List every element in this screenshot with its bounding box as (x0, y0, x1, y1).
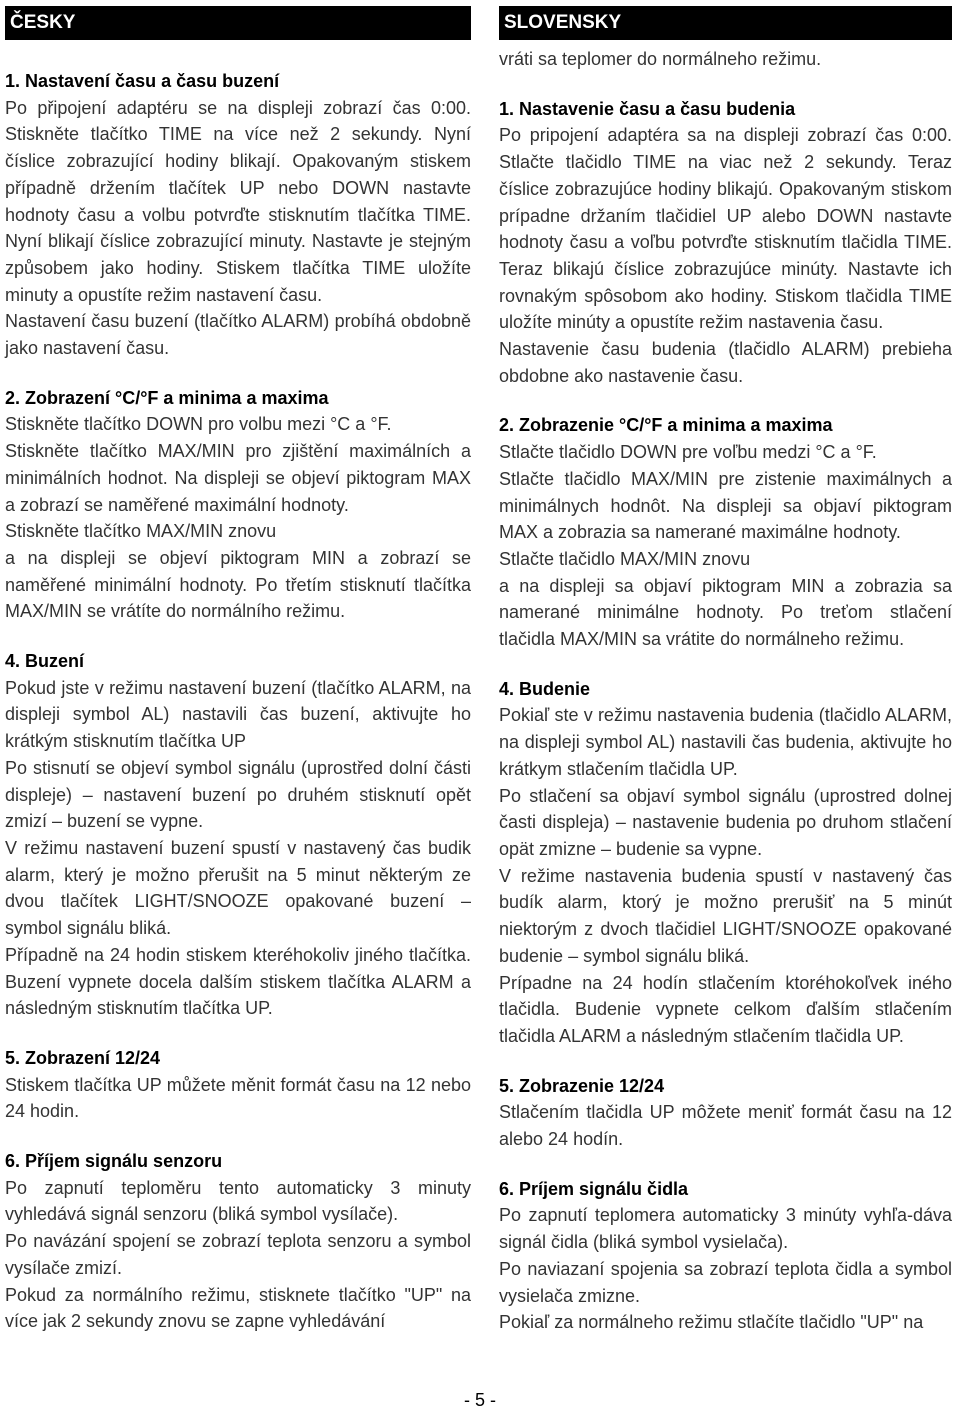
paragraph: Stlačte tlačidlo MAX/MIN znovu (499, 548, 751, 569)
section-title: 4. Budenie (499, 678, 591, 699)
intro-continuation (499, 46, 952, 73)
section-12-24 (5, 1045, 471, 1125)
paragraph: Stiskem tlačítka UP můžete měnit formát času na 12 nebo 24 hodin. (5, 1074, 471, 1122)
section-alarm (499, 676, 952, 1050)
section-title: 6. Príjem signálu čidla (499, 1178, 689, 1199)
paragraph: V režimu nastavení buzení spustí v nastavený čas budik alarm, který je možno přerušit na 5 minut některým ze dvou tlačítek LIGHT/SNOOZE opakované buzení – symbol signálu bliká. (5, 837, 471, 939)
paragraph: Po stlačení sa objaví symbol signálu (uprostred dolnej časti displeja) – nastavenie budenia po druhom stlačení opät zmizne – budenie sa vypne. (499, 785, 952, 859)
paragraph: Po naviazaní spojenia sa zobrazí teplota čidla a symbol vysielača zmizne. (499, 1258, 952, 1306)
paragraph: a na displeji sa objaví piktogram MIN a zobrazia sa namerané minimálne hodnoty. Po treťom stlačení tlačidla MAX/MIN sa vrátite do normálneho režimu. (499, 575, 952, 650)
paragraph: vráti sa teplomer do normálneho režimu. (499, 49, 822, 69)
section-title: 1. Nastavenie času a času budenia (499, 98, 796, 119)
paragraph: Po zapnutí teplomera automaticky 3 minúty vyhľa-dáva signál čidla (bliká symbol vysielača). (499, 1205, 952, 1253)
paragraph: Pokud jste v režimu nastavení buzení (tlačítko ALARM, na displeji symbol AL) nastavili čas buzení, aktivujte ho krátkým stisknutím tlačítka UP (5, 677, 471, 752)
section-sensor-signal (5, 1148, 471, 1335)
paragraph: Nastavení času buzení (tlačítko ALARM) probíhá obdobně jako nastavení času. (5, 311, 471, 359)
section-title: 2. Zobrazení °C/°F a minima a maxima (5, 387, 329, 408)
paragraph: a na displeji se objeví piktogram MIN a zobrazí se naměřené minimální hodnoty. Po třetím stisknutí tlačítka MAX/MIN se vrátíte do normálního režimu. (5, 547, 471, 622)
paragraph: Pokud za normálního režimu, stisknete tlačítko "UP" na více jak 2 sekundy znovu se zapne vyhledávání (5, 1284, 471, 1332)
page-number: - 5 - (463, 1390, 496, 1410)
paragraph: Pokiaľ ste v režimu nastavenia budenia (tlačidlo ALARM, na displeji symbol AL) nastavili čas budenia, aktivujte ho krátkym stlačením tlačidla UP. (499, 705, 952, 779)
paragraph: Stlačte tlačidlo DOWN pre voľbu medzi °C a °F. (499, 442, 877, 463)
language-header: ČESKY (5, 6, 471, 40)
section-title: 5. Zobrazení 12/24 (5, 1047, 161, 1068)
paragraph: Stiskněte tlačítko MAX/MIN znovu (5, 521, 277, 542)
paragraph: Po navázání spojení se zobrazí teplota senzoru a symbol vysílače zmizí. (5, 1231, 471, 1278)
section-title: 1. Nastavení času a času buzení (5, 71, 280, 91)
section-title: 6. Příjem signálu senzoru (5, 1151, 223, 1172)
language-header: SLOVENSKY (499, 6, 952, 40)
czech-column (5, 6, 471, 1358)
paragraph: Prípadne na 24 hodín stlačením ktoréhokoľvek iného tlačidla. Budenie vypnete celkom ďalším stlačením tlačidla ALARM a následným stlačením tlačidla UP. (499, 972, 952, 1046)
slovak-column (499, 6, 952, 1359)
paragraph: Stlačte tlačidlo MAX/MIN pre zistenie maximálnych a minimálnych hodnôt. Na displeji sa objaví piktogram MAX a zobrazia sa namerané maximálne hodnoty. (499, 468, 952, 543)
paragraph: Stiskněte tlačítko DOWN pro volbu mezi °C a °F. (5, 414, 392, 435)
section-alarm (5, 648, 471, 1022)
paragraph: Po stisnutí se objeví symbol signálu (uprostřed dolní části displeje) – nastavení buzení po druhém stisknutí opět zmizí – buzení se vypne. (5, 757, 471, 832)
paragraph: Po pripojení adaptéra sa na displeji zobrazí čas 0:00. Stlačte tlačidlo TIME na viac než 2 sekundy. Teraz číslice zobrazujúce hodiny blikajú. Opakovaným stiskom prípadne držaním tlačidiel UP alebo DOWN nastavte hodnoty času a voľbu potvrďte stisknutím tlačidla TIME. Teraz blikajú číslice zobrazujúce minúty. Nastavte ich rovnakým spôsobom ako hodiny. Stiskom tlačidla TIME uložíte minúty a opustíte režim nastavenia času. (499, 125, 952, 333)
paragraph: Stiskněte tlačítko MAX/MIN pro zjištění maximálních a minimálních hodnot. Na displeji se objeví piktogram MAX a zobrazí se naměřené maximální hodnoty. (5, 441, 471, 515)
paragraph: Stlačením tlačidla UP môžete meniť formát času na 12 alebo 24 hodín. (499, 1102, 952, 1150)
section-title: 2. Zobrazenie °C/°F a minima a maxima (499, 415, 833, 436)
paragraph: Po připojení adaptéru se na displeji zobrazí čas 0:00. Stiskněte tlačítko TIME na více než 2 sekundy. Nyní číslice zobrazující hodiny blikají. Opakovaným stiskem případně držením tlačítek UP nebo DOWN nastavte hodnoty času a volbu potvrďte stisknutím tlačítka TIME. Nyní blikají číslice zobrazující minuty. Nastavte je stejným způsobem jako hodiny. Stiskem tlačítka TIME uložíte minuty a opustíte režim nastavení času. (5, 97, 471, 305)
paragraph: Nastavenie času budenia (tlačidlo ALARM) prebieha obdobne ako nastavenie času. (499, 339, 952, 386)
section-time-setting (499, 96, 952, 390)
section-12-24 (499, 1073, 952, 1153)
paragraph: Pokiaľ za normálneho režimu stlačíte tlačidlo "UP" na (499, 1312, 924, 1333)
section-sensor-signal (499, 1176, 952, 1336)
section-temperature-minmax (499, 412, 952, 652)
section-title: 5. Zobrazenie 12/24 (499, 1075, 665, 1096)
section-title: 4. Buzení (5, 651, 85, 672)
paragraph: V režime nastavenia budenia spustí v nastavený čas budík alarm, ktorý je možno prerušiť na 5 minút niektorým z dvoch tlačidiel LIGHT/SNOOZE opakované budenie – symbol signálu bliká. (499, 865, 952, 966)
section-temperature-minmax (5, 385, 471, 625)
paragraph: Případně na 24 hodin stiskem kteréhokoliv jiného tlačítka. Buzení vypnete docela dalším stiskem tlačítka ALARM a následným stisknutím tlačítka UP. (5, 944, 471, 1019)
paragraph: Po zapnutí teploměru tento automaticky 3 minuty vyhledává signál senzoru (bliká symbol vysílače). (5, 1177, 471, 1225)
section-time-setting (5, 68, 471, 362)
